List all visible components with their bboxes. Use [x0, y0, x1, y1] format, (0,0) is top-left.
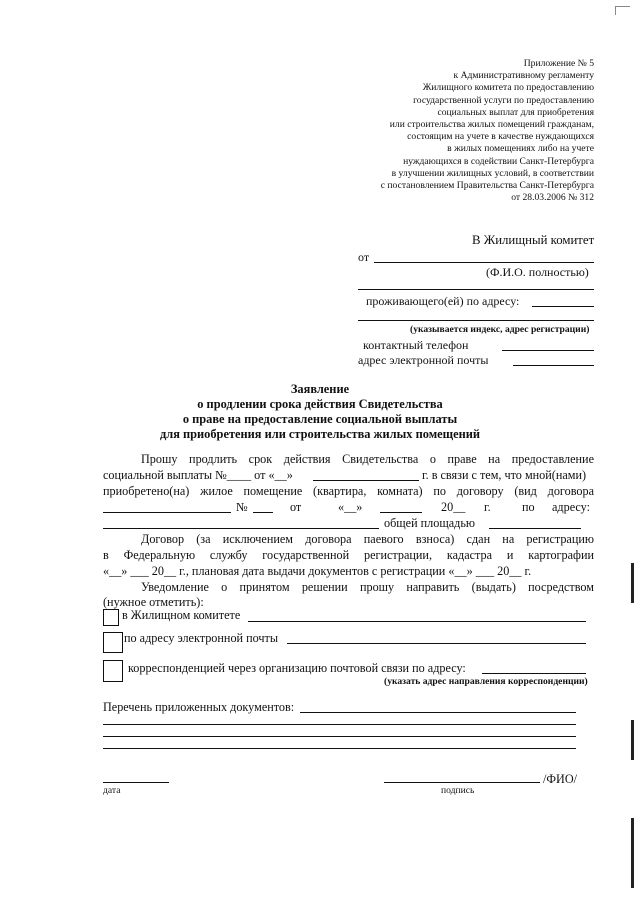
checkbox-mail[interactable]	[103, 660, 123, 682]
contract-month-field[interactable]	[380, 512, 422, 513]
signature-line[interactable]	[384, 782, 540, 783]
doc-title: Заявление	[290, 382, 350, 396]
date-label: дата	[103, 785, 121, 796]
appendix-line: к Административному регламенту	[453, 70, 594, 82]
address-field-2[interactable]	[358, 320, 594, 321]
option-email-field[interactable]	[287, 643, 586, 644]
appendix-line: государственной услуги по предоставлению	[413, 94, 594, 106]
option-mail-label: корреспонденцией через организацию почтовой связи по адресу:	[128, 661, 466, 675]
body-text: №	[236, 500, 248, 514]
appendix-line: от 28.03.2006 № 312	[511, 192, 594, 204]
appendix-line: или строительства жилых помещений гражданам,	[389, 119, 594, 131]
option-mail-field[interactable]	[482, 673, 586, 674]
body-text: по	[522, 500, 535, 514]
body-text: «__» ___ 20__ г., плановая дата выдачи документов с регистрации «__» ___ 20__ г.	[103, 564, 532, 578]
fio-extra-field[interactable]	[358, 289, 594, 290]
appendix-line: в улучшении жилищных условий, в соответствии	[391, 167, 594, 179]
fio-label: /ФИО/	[543, 772, 578, 786]
attachments-line-3[interactable]	[103, 736, 576, 737]
checkbox-email[interactable]	[103, 632, 123, 653]
attachments-line-2[interactable]	[103, 724, 576, 725]
from-label: от	[358, 250, 370, 264]
address-field[interactable]	[532, 306, 594, 307]
body-text: социальной выплаты №____ от «__»	[103, 468, 293, 482]
option-committee-label: в Жилищном комитете	[122, 608, 241, 622]
property-address-field[interactable]	[103, 528, 379, 529]
checkbox-committee[interactable]	[103, 609, 119, 626]
option-committee-field[interactable]	[248, 621, 586, 622]
appendix-line: состоящим на учете в качестве нуждающихся	[407, 131, 594, 143]
phone-label: контактный телефон	[363, 338, 469, 352]
area-field[interactable]	[489, 528, 581, 529]
scan-edge	[631, 563, 634, 603]
mail-hint: (указать адрес направления корреспонденции)	[384, 676, 588, 687]
appendix-line: в жилых помещениях либо на учете	[447, 143, 594, 155]
signature-label: подпись	[441, 785, 475, 796]
body-text: общей площадью	[384, 516, 476, 530]
attachments-line-1[interactable]	[300, 712, 576, 713]
address-label: проживающего(ей) по адресу:	[366, 294, 520, 308]
appendix-line: социальных выплат для приобретения	[437, 106, 594, 118]
body-text: 20__	[441, 500, 466, 514]
phone-field[interactable]	[502, 350, 594, 351]
contract-number-field[interactable]	[253, 512, 273, 513]
body-text: Прошу продлить срок действия Свидетельства о праве на предоставление	[141, 452, 594, 466]
address-hint: (указывается индекс, адрес регистрации)	[410, 324, 590, 335]
body-text: от	[290, 500, 302, 514]
body-text: Уведомление о принятом решении прошу направить (выдать) посредством	[141, 580, 594, 594]
recipient-to: В Жилищный комитет	[472, 233, 595, 247]
contract-type-field[interactable]	[103, 512, 231, 513]
scan-edge	[631, 818, 634, 888]
body-text: адресу:	[552, 500, 590, 514]
date-line[interactable]	[103, 782, 169, 783]
body-text: в Федеральную службу государственной регистрации, кадастра и картографии	[103, 548, 594, 562]
appendix-line: с постановлением Правительства Санкт-Петербурга	[380, 180, 594, 192]
body-text: г.	[484, 500, 491, 514]
doc-title-line: о продлении срока действия Свидетельства	[197, 397, 443, 411]
body-text: приобретено(на) жилое помещение (квартира, комната) по договору (вид договора	[103, 484, 594, 498]
date-field[interactable]	[313, 480, 419, 481]
body-text: Договор (за исключением договора паевого взноса) сдан на регистрацию	[141, 532, 594, 546]
scan-edge	[631, 720, 634, 760]
email-label: адрес электронной почты	[358, 353, 489, 367]
doc-title-line: о праве на предоставление социальной выплаты	[182, 412, 458, 426]
email-field[interactable]	[513, 365, 594, 366]
corner-mark	[615, 6, 630, 15]
attachments-line-4[interactable]	[103, 748, 576, 749]
body-text: «__»	[338, 500, 363, 514]
attachments-label: Перечень приложенных документов:	[103, 700, 295, 714]
option-email-label: по адресу электронной почты	[124, 631, 279, 645]
body-text: г. в связи с тем, что мной(нами)	[422, 468, 587, 482]
appendix-line: Жилищного комитета по предоставлению	[422, 82, 594, 94]
doc-title-line: для приобретения или строительства жилых помещений	[159, 427, 481, 441]
appendix-block	[314, 58, 594, 204]
from-field[interactable]	[374, 262, 594, 263]
appendix-line: Приложение № 5	[523, 58, 594, 69]
appendix-line: нуждающихся в содействии Санкт-Петербурга	[403, 155, 594, 167]
body-text: (нужное отметить):	[103, 595, 204, 609]
fio-hint: (Ф.И.О. полностью)	[486, 265, 589, 279]
